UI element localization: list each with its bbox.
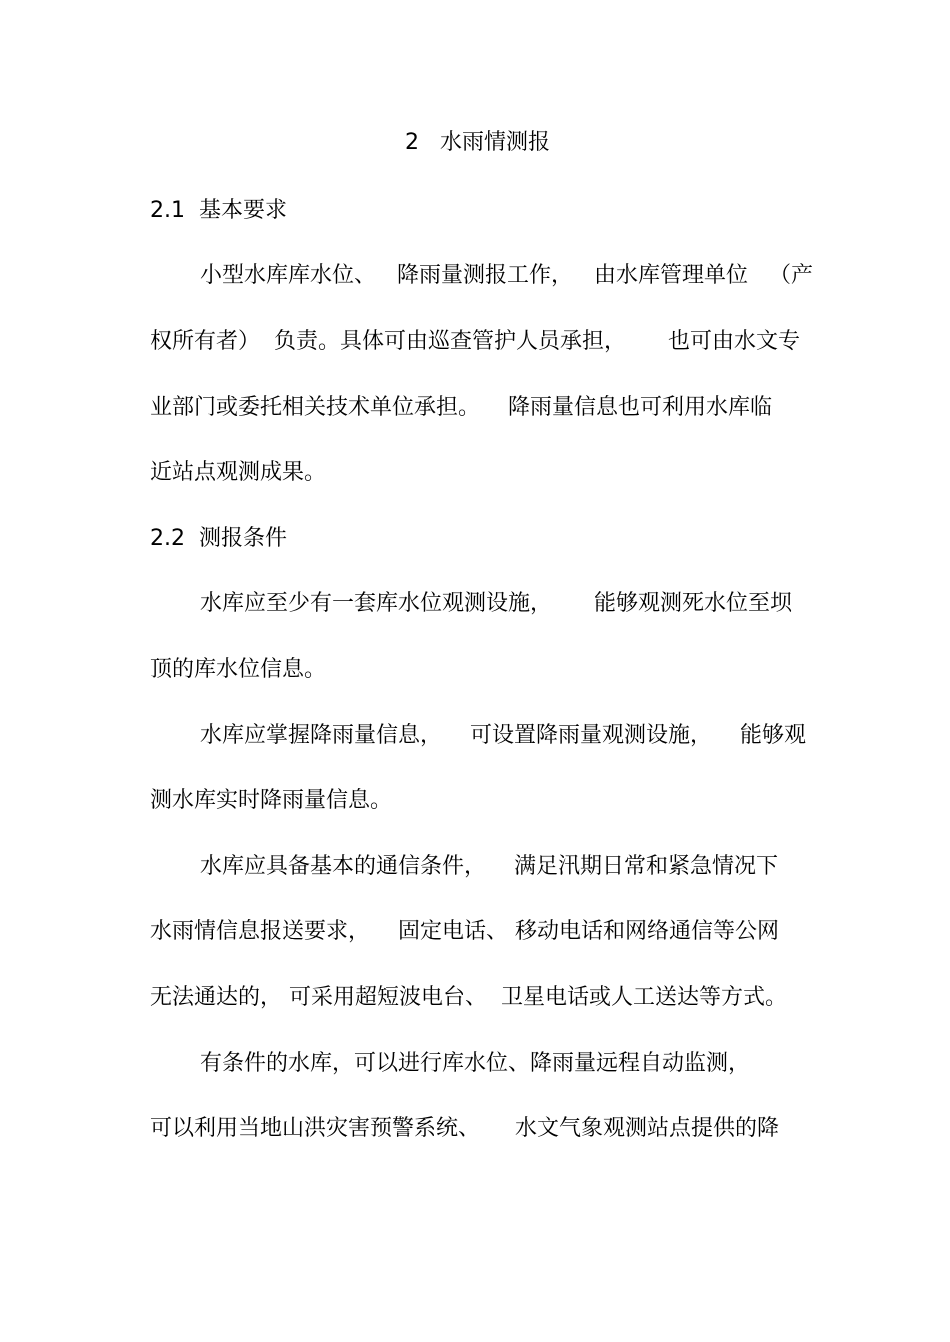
paragraph-line: 近站点观测成果。 xyxy=(150,460,327,485)
paragraph-line: 小型水库库水位、 降雨量测报工作， 由水库管理单位 （产 xyxy=(200,263,813,288)
paragraph-line: 水库应具备基本的通信条件， 满足汛期日常和紧急情况下 xyxy=(200,854,778,879)
paragraph-line: 顶的库水位信息。 xyxy=(150,657,327,682)
paragraph-line: 测水库实时降雨量信息。 xyxy=(150,788,393,813)
paragraph-line: 水库应掌握降雨量信息， 可设置降雨量观测设施， 能够观 xyxy=(200,723,806,748)
paragraph-line: 权所有者） 负责。具体可由巡查管护人员承担， 也可由水文专 xyxy=(150,329,800,354)
paragraph-line: 有条件的水库，可以进行库水位、降雨量远程自动监测， xyxy=(200,1051,751,1076)
paragraph-line: 可以利用当地山洪灾害预警系统、 水文气象观测站点提供的降 xyxy=(150,1116,779,1141)
paragraph-line: 水雨情信息报送要求， 固定电话、 移动电话和网络通信等公网 xyxy=(150,919,779,944)
section-heading: 2.2 测报条件 xyxy=(150,526,287,551)
paragraph-line: 水库应至少有一套库水位观测设施， 能够观测死水位至坝 xyxy=(200,591,792,616)
section-heading: 2.1 基本要求 xyxy=(150,198,287,223)
paragraph-line: 业部门或委托相关技术单位承担。 降雨量信息也可利用水库临 xyxy=(150,395,772,420)
paragraph-line: 无法通达的， 可采用超短波电台、 卫星电话或人工送达等方式。 xyxy=(150,985,787,1010)
document-title: 2 水雨情测报 xyxy=(405,130,550,155)
